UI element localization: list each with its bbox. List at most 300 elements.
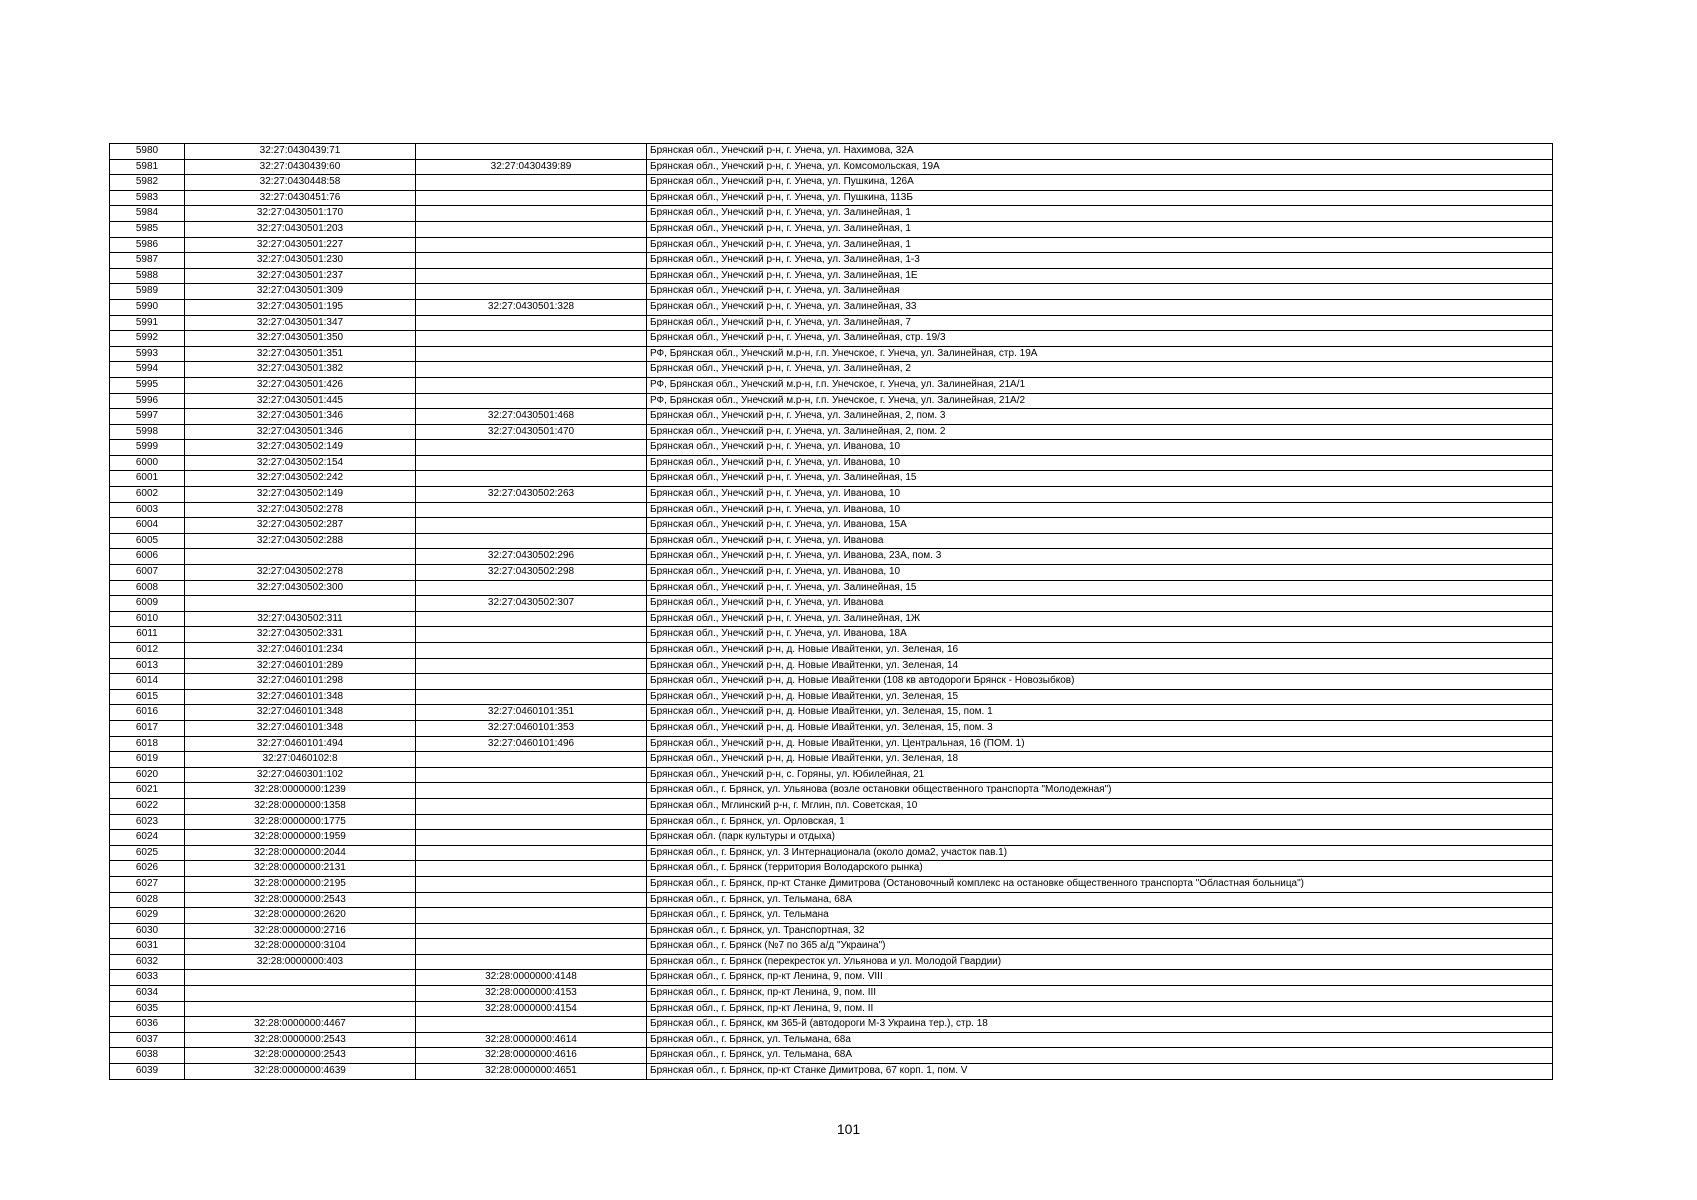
related-cadastral-number-cell bbox=[416, 206, 647, 222]
related-cadastral-number-cell: 32:27:0430501:470 bbox=[416, 424, 647, 440]
table-row bbox=[110, 970, 1553, 986]
table-row bbox=[110, 175, 1553, 191]
related-cadastral-number-cell bbox=[416, 798, 647, 814]
table-row bbox=[110, 440, 1553, 456]
related-cadastral-number-cell bbox=[416, 455, 647, 471]
cadastral-number-cell: 32:28:0000000:2543 bbox=[185, 1032, 416, 1048]
table-row bbox=[110, 1064, 1553, 1080]
related-cadastral-number-cell: 32:28:0000000:4154 bbox=[416, 1001, 647, 1017]
address-cell: Брянская обл., Унечский р-н, г. Унеча, ул. Залинейная, 7 bbox=[647, 315, 1553, 331]
row-number-cell: 5981 bbox=[110, 159, 185, 175]
table-row bbox=[110, 424, 1553, 440]
cadastral-number-cell: 32:28:0000000:2716 bbox=[185, 923, 416, 939]
cadastral-number-cell: 32:27:0430501:350 bbox=[185, 331, 416, 347]
related-cadastral-number-cell: 32:27:0460101:353 bbox=[416, 720, 647, 736]
related-cadastral-number-cell bbox=[416, 253, 647, 269]
address-cell: Брянская обл., Унечский р-н, г. Унеча, ул. Залинейная bbox=[647, 284, 1553, 300]
related-cadastral-number-cell: 32:28:0000000:4614 bbox=[416, 1032, 647, 1048]
row-number-cell: 6002 bbox=[110, 487, 185, 503]
related-cadastral-number-cell bbox=[416, 939, 647, 955]
row-number-cell: 6021 bbox=[110, 783, 185, 799]
related-cadastral-number-cell: 32:27:0430501:328 bbox=[416, 299, 647, 315]
cadastral-number-cell: 32:27:0430439:71 bbox=[185, 144, 416, 160]
related-cadastral-number-cell bbox=[416, 362, 647, 378]
row-number-cell: 6005 bbox=[110, 533, 185, 549]
row-number-cell: 6032 bbox=[110, 954, 185, 970]
cadastral-number-cell: 32:27:0430501:382 bbox=[185, 362, 416, 378]
row-number-cell: 6029 bbox=[110, 908, 185, 924]
cadastral-number-cell: 32:27:0430502:149 bbox=[185, 487, 416, 503]
related-cadastral-number-cell bbox=[416, 861, 647, 877]
row-number-cell: 5992 bbox=[110, 331, 185, 347]
table-row bbox=[110, 1017, 1553, 1033]
address-cell: Брянская обл., Унечский р-н, г. Унеча, ул. Залинейная, 15 bbox=[647, 580, 1553, 596]
related-cadastral-number-cell bbox=[416, 221, 647, 237]
address-cell: Брянская обл., г. Брянск, ул. Тельмана, 68а bbox=[647, 1032, 1553, 1048]
related-cadastral-number-cell bbox=[416, 377, 647, 393]
row-number-cell: 5995 bbox=[110, 377, 185, 393]
cadastral-number-cell: 32:27:0430501:230 bbox=[185, 253, 416, 269]
address-cell: Брянская обл., г. Брянск, ул. Транспортная, 32 bbox=[647, 923, 1553, 939]
address-cell: Брянская обл., Унечский р-н, г. Унеча, ул. Иванова, 10 bbox=[647, 440, 1553, 456]
table-row bbox=[110, 533, 1553, 549]
related-cadastral-number-cell bbox=[416, 674, 647, 690]
cadastral-number-cell: 32:27:0430501:347 bbox=[185, 315, 416, 331]
cadastral-number-cell: 32:27:0430448:58 bbox=[185, 175, 416, 191]
row-number-cell: 6004 bbox=[110, 518, 185, 534]
table-row bbox=[110, 455, 1553, 471]
related-cadastral-number-cell bbox=[416, 284, 647, 300]
table-row bbox=[110, 331, 1553, 347]
table-row bbox=[110, 377, 1553, 393]
related-cadastral-number-cell bbox=[416, 190, 647, 206]
row-number-cell: 5993 bbox=[110, 346, 185, 362]
related-cadastral-number-cell: 32:27:0430502:298 bbox=[416, 565, 647, 581]
related-cadastral-number-cell bbox=[416, 643, 647, 659]
row-number-cell: 6027 bbox=[110, 876, 185, 892]
cadastral-number-cell: 32:27:0460101:298 bbox=[185, 674, 416, 690]
table-row bbox=[110, 253, 1553, 269]
address-cell: Брянская обл., Унечский р-н, г. Унеча, ул. Комсомольская, 19А bbox=[647, 159, 1553, 175]
table-row bbox=[110, 596, 1553, 612]
cadastral-number-cell: 32:27:0430451:76 bbox=[185, 190, 416, 206]
table-row bbox=[110, 798, 1553, 814]
related-cadastral-number-cell: 32:28:0000000:4616 bbox=[416, 1048, 647, 1064]
table-row bbox=[110, 471, 1553, 487]
cadastral-number-cell: 32:28:0000000:2543 bbox=[185, 892, 416, 908]
related-cadastral-number-cell: 32:28:0000000:4153 bbox=[416, 986, 647, 1002]
address-cell: Брянская обл., Унечский р-н, г. Унеча, ул. Залинейная, 1Е bbox=[647, 268, 1553, 284]
page-number: 101 bbox=[836, 1121, 861, 1137]
related-cadastral-number-cell bbox=[416, 237, 647, 253]
cadastral-number-cell: 32:27:0430502:288 bbox=[185, 533, 416, 549]
address-cell: Брянская обл., г. Брянск, пр-кт Станке Димитрова (Остановочный комплекс на остановке общественного транспорта "Областная больница") bbox=[647, 876, 1553, 892]
row-number-cell: 6037 bbox=[110, 1032, 185, 1048]
cadastral-number-cell: 32:27:0430501:195 bbox=[185, 299, 416, 315]
related-cadastral-number-cell: 32:27:0430501:468 bbox=[416, 409, 647, 425]
related-cadastral-number-cell bbox=[416, 923, 647, 939]
row-number-cell: 6036 bbox=[110, 1017, 185, 1033]
address-cell: Брянская обл., Унечский р-н, д. Новые Ивайтенки (108 кв автодороги Брянск - Новозыбков) bbox=[647, 674, 1553, 690]
address-cell: Брянская обл., Унечский р-н, г. Унеча, ул. Иванова, 10 bbox=[647, 487, 1553, 503]
address-cell: Брянская обл., Унечский р-н, г. Унеча, ул. Пушкина, 126А bbox=[647, 175, 1553, 191]
cadastral-number-cell: 32:27:0430501:227 bbox=[185, 237, 416, 253]
row-number-cell: 6020 bbox=[110, 767, 185, 783]
cadastral-number-cell: 32:27:0430501:445 bbox=[185, 393, 416, 409]
related-cadastral-number-cell bbox=[416, 783, 647, 799]
address-cell: Брянская обл. (парк культуры и отдыха) bbox=[647, 830, 1553, 846]
address-cell: Брянская обл., Унечский р-н, г. Унеча, ул. Залинейная, стр. 19/3 bbox=[647, 331, 1553, 347]
table-row bbox=[110, 643, 1553, 659]
row-number-cell: 6030 bbox=[110, 923, 185, 939]
address-cell: Брянская обл., Унечский р-н, д. Новые Ивайтенки, ул. Зеленая, 18 bbox=[647, 752, 1553, 768]
address-cell: Брянская обл., г. Брянск, пр-кт Станке Димитрова, 67 корп. 1, пом. V bbox=[647, 1064, 1553, 1080]
row-number-cell: 6014 bbox=[110, 674, 185, 690]
address-cell: Брянская обл., Унечский р-н, г. Унеча, ул. Иванова, 23А, пом. 3 bbox=[647, 549, 1553, 565]
row-number-cell: 5985 bbox=[110, 221, 185, 237]
cadastral-number-cell bbox=[185, 596, 416, 612]
table-row bbox=[110, 502, 1553, 518]
row-number-cell: 6024 bbox=[110, 830, 185, 846]
cadastral-number-cell: 32:28:0000000:1358 bbox=[185, 798, 416, 814]
row-number-cell: 5983 bbox=[110, 190, 185, 206]
table-row bbox=[110, 627, 1553, 643]
address-cell: Брянская обл., г. Брянск, ул. 3 Интернационала (около дома2, участок пав.1) bbox=[647, 845, 1553, 861]
related-cadastral-number-cell bbox=[416, 315, 647, 331]
address-cell: Брянская обл., Унечский р-н, г. Унеча, ул. Залинейная, 2, пом. 2 bbox=[647, 424, 1553, 440]
row-number-cell: 6006 bbox=[110, 549, 185, 565]
cadastral-number-cell: 32:27:0460101:348 bbox=[185, 689, 416, 705]
address-cell: Брянская обл., Унечский р-н, г. Унеча, ул. Иванова, 18А bbox=[647, 627, 1553, 643]
address-cell: Брянская обл., г. Брянск, ул. Тельмана bbox=[647, 908, 1553, 924]
related-cadastral-number-cell: 32:28:0000000:4148 bbox=[416, 970, 647, 986]
related-cadastral-number-cell bbox=[416, 393, 647, 409]
table-row bbox=[110, 986, 1553, 1002]
address-cell: Брянская обл., Унечский р-н, г. Унеча, ул. Залинейная, 1Ж bbox=[647, 611, 1553, 627]
address-cell: Брянская обл., Унечский р-н, г. Унеча, ул. Залинейная, 2, пом. 3 bbox=[647, 409, 1553, 425]
table-row bbox=[110, 767, 1553, 783]
table-row bbox=[110, 409, 1553, 425]
related-cadastral-number-cell bbox=[416, 611, 647, 627]
cadastral-number-cell: 32:28:0000000:2044 bbox=[185, 845, 416, 861]
cadastral-number-cell: 32:27:0460101:348 bbox=[185, 705, 416, 721]
row-number-cell: 5996 bbox=[110, 393, 185, 409]
related-cadastral-number-cell bbox=[416, 580, 647, 596]
cadastral-number-cell bbox=[185, 549, 416, 565]
address-cell: Брянская обл., г. Брянск, пр-кт Ленина, 9, пом. II bbox=[647, 1001, 1553, 1017]
table-row bbox=[110, 1032, 1553, 1048]
row-number-cell: 5986 bbox=[110, 237, 185, 253]
row-number-cell: 6008 bbox=[110, 580, 185, 596]
table-row bbox=[110, 237, 1553, 253]
cadastral-number-cell: 32:28:0000000:3104 bbox=[185, 939, 416, 955]
cadastral-number-cell: 32:28:0000000:2620 bbox=[185, 908, 416, 924]
cadastral-number-cell: 32:27:0430501:351 bbox=[185, 346, 416, 362]
table-row bbox=[110, 284, 1553, 300]
address-cell: Брянская обл., Унечский р-н, д. Новые Ивайтенки, ул. Зеленая, 15 bbox=[647, 689, 1553, 705]
related-cadastral-number-cell bbox=[416, 1017, 647, 1033]
address-cell: Брянская обл., г. Брянск, пр-кт Ленина, 9, пом. VIII bbox=[647, 970, 1553, 986]
row-number-cell: 6016 bbox=[110, 705, 185, 721]
related-cadastral-number-cell: 32:27:0430502:296 bbox=[416, 549, 647, 565]
cadastral-number-cell: 32:27:0430502:149 bbox=[185, 440, 416, 456]
table-row bbox=[110, 549, 1553, 565]
table-row bbox=[110, 954, 1553, 970]
cadastral-number-cell: 32:27:0460102:8 bbox=[185, 752, 416, 768]
cadastral-number-cell: 32:27:0460101:289 bbox=[185, 658, 416, 674]
address-cell: Брянская обл., г. Брянск (территория Володарского рынка) bbox=[647, 861, 1553, 877]
row-number-cell: 6001 bbox=[110, 471, 185, 487]
row-number-cell: 5989 bbox=[110, 284, 185, 300]
address-cell: Брянская обл., г. Брянск, ул. Тельмана, 68А bbox=[647, 892, 1553, 908]
address-cell: Брянская обл., Унечский р-н, г. Унеча, ул. Залинейная, 1 bbox=[647, 206, 1553, 222]
row-number-cell: 6015 bbox=[110, 689, 185, 705]
related-cadastral-number-cell bbox=[416, 627, 647, 643]
row-number-cell: 6000 bbox=[110, 455, 185, 471]
address-cell: Брянская обл., г. Брянск, ул. Орловская, 1 bbox=[647, 814, 1553, 830]
table-row bbox=[110, 299, 1553, 315]
cadastral-number-cell: 32:27:0430502:242 bbox=[185, 471, 416, 487]
cadastral-number-cell: 32:28:0000000:2131 bbox=[185, 861, 416, 877]
address-cell: Брянская обл., Унечский р-н, д. Новые Ивайтенки, ул. Зеленая, 16 bbox=[647, 643, 1553, 659]
cadastral-number-cell: 32:28:0000000:2195 bbox=[185, 876, 416, 892]
registry-table bbox=[109, 143, 1553, 1080]
related-cadastral-number-cell bbox=[416, 502, 647, 518]
table-row bbox=[110, 923, 1553, 939]
table-row bbox=[110, 190, 1553, 206]
table-row bbox=[110, 736, 1553, 752]
row-number-cell: 6023 bbox=[110, 814, 185, 830]
row-number-cell: 6007 bbox=[110, 565, 185, 581]
table-row bbox=[110, 1048, 1553, 1064]
related-cadastral-number-cell bbox=[416, 752, 647, 768]
row-number-cell: 5988 bbox=[110, 268, 185, 284]
row-number-cell: 5997 bbox=[110, 409, 185, 425]
cadastral-number-cell: 32:27:0430502:278 bbox=[185, 565, 416, 581]
related-cadastral-number-cell: 32:27:0430502:307 bbox=[416, 596, 647, 612]
registry-table-body bbox=[110, 144, 1553, 1080]
cadastral-number-cell: 32:28:0000000:2543 bbox=[185, 1048, 416, 1064]
table-row bbox=[110, 1001, 1553, 1017]
cadastral-number-cell bbox=[185, 970, 416, 986]
cadastral-number-cell: 32:27:0430501:346 bbox=[185, 424, 416, 440]
row-number-cell: 5994 bbox=[110, 362, 185, 378]
row-number-cell: 6009 bbox=[110, 596, 185, 612]
table-row bbox=[110, 876, 1553, 892]
cadastral-number-cell: 32:28:0000000:4467 bbox=[185, 1017, 416, 1033]
cadastral-number-cell bbox=[185, 1001, 416, 1017]
row-number-cell: 6038 bbox=[110, 1048, 185, 1064]
address-cell: Брянская обл., Унечский р-н, г. Унеча, ул. Залинейная, 1 bbox=[647, 237, 1553, 253]
table-row bbox=[110, 315, 1553, 331]
table-row bbox=[110, 393, 1553, 409]
related-cadastral-number-cell: 32:27:0430502:263 bbox=[416, 487, 647, 503]
address-cell: Брянская обл., Унечский р-н, г. Унеча, ул. Залинейная, 1 bbox=[647, 221, 1553, 237]
table-row bbox=[110, 144, 1553, 160]
table-row bbox=[110, 892, 1553, 908]
table-row bbox=[110, 861, 1553, 877]
related-cadastral-number-cell bbox=[416, 268, 647, 284]
cadastral-number-cell: 32:27:0430501:426 bbox=[185, 377, 416, 393]
related-cadastral-number-cell: 32:27:0460101:351 bbox=[416, 705, 647, 721]
table-row bbox=[110, 705, 1553, 721]
related-cadastral-number-cell bbox=[416, 876, 647, 892]
cadastral-number-cell: 32:28:0000000:1775 bbox=[185, 814, 416, 830]
row-number-cell: 6028 bbox=[110, 892, 185, 908]
address-cell: Брянская обл., г. Брянск, км 365-й (автодороги М-3 Украина тер.), стр. 18 bbox=[647, 1017, 1553, 1033]
table-row bbox=[110, 752, 1553, 768]
related-cadastral-number-cell bbox=[416, 471, 647, 487]
related-cadastral-number-cell bbox=[416, 908, 647, 924]
table-row bbox=[110, 674, 1553, 690]
table-row bbox=[110, 221, 1553, 237]
address-cell: Брянская обл., Унечский р-н, с. Горяны, ул. Юбилейная, 21 bbox=[647, 767, 1553, 783]
related-cadastral-number-cell bbox=[416, 830, 647, 846]
row-number-cell: 6018 bbox=[110, 736, 185, 752]
cadastral-number-cell: 32:27:0460101:234 bbox=[185, 643, 416, 659]
cadastral-number-cell: 32:27:0430502:331 bbox=[185, 627, 416, 643]
row-number-cell: 5999 bbox=[110, 440, 185, 456]
address-cell: Брянская обл., Унечский р-н, д. Новые Ивайтенки, ул. Зеленая, 15, пом. 3 bbox=[647, 720, 1553, 736]
table-row bbox=[110, 830, 1553, 846]
cadastral-number-cell: 32:27:0430439:60 bbox=[185, 159, 416, 175]
row-number-cell: 6012 bbox=[110, 643, 185, 659]
address-cell: Брянская обл., г. Брянск, ул. Тельмана, 68А bbox=[647, 1048, 1553, 1064]
cadastral-number-cell: 32:27:0430501:170 bbox=[185, 206, 416, 222]
related-cadastral-number-cell: 32:28:0000000:4651 bbox=[416, 1064, 647, 1080]
address-cell: Брянская обл., Унечский р-н, г. Унеча, ул. Пушкина, 113Б bbox=[647, 190, 1553, 206]
address-cell: Брянская обл., г. Брянск (№7 по 365 а/д "Украина") bbox=[647, 939, 1553, 955]
address-cell: Брянская обл., Унечский р-н, г. Унеча, ул. Залинейная, 15 bbox=[647, 471, 1553, 487]
address-cell: Брянская обл., Унечский р-н, г. Унеча, ул. Иванова, 10 bbox=[647, 565, 1553, 581]
table-row bbox=[110, 611, 1553, 627]
table-row bbox=[110, 658, 1553, 674]
row-number-cell: 6039 bbox=[110, 1064, 185, 1080]
address-cell: Брянская обл., г. Брянск, пр-кт Ленина, 9, пом. III bbox=[647, 986, 1553, 1002]
table-row bbox=[110, 580, 1553, 596]
related-cadastral-number-cell bbox=[416, 346, 647, 362]
related-cadastral-number-cell bbox=[416, 689, 647, 705]
related-cadastral-number-cell bbox=[416, 518, 647, 534]
cadastral-number-cell: 32:27:0430501:237 bbox=[185, 268, 416, 284]
cadastral-number-cell: 32:27:0460301:102 bbox=[185, 767, 416, 783]
table-row bbox=[110, 720, 1553, 736]
related-cadastral-number-cell bbox=[416, 767, 647, 783]
row-number-cell: 6003 bbox=[110, 502, 185, 518]
address-cell: Брянская обл., Унечский р-н, г. Унеча, ул. Иванова, 15А bbox=[647, 518, 1553, 534]
row-number-cell: 5982 bbox=[110, 175, 185, 191]
table-row bbox=[110, 518, 1553, 534]
related-cadastral-number-cell bbox=[416, 814, 647, 830]
address-cell: Брянская обл., Унечский р-н, г. Унеча, ул. Залинейная, 1-3 bbox=[647, 253, 1553, 269]
table-row bbox=[110, 362, 1553, 378]
row-number-cell: 5991 bbox=[110, 315, 185, 331]
row-number-cell: 6026 bbox=[110, 861, 185, 877]
table-row bbox=[110, 939, 1553, 955]
cadastral-number-cell: 32:27:0430502:300 bbox=[185, 580, 416, 596]
row-number-cell: 6019 bbox=[110, 752, 185, 768]
related-cadastral-number-cell bbox=[416, 175, 647, 191]
cadastral-number-cell: 32:27:0430502:287 bbox=[185, 518, 416, 534]
table-row bbox=[110, 206, 1553, 222]
cadastral-number-cell: 32:27:0430501:309 bbox=[185, 284, 416, 300]
cadastral-number-cell: 32:28:0000000:1239 bbox=[185, 783, 416, 799]
table-row bbox=[110, 689, 1553, 705]
address-cell: РФ, Брянская обл., Унечский м.р-н, г.п. Унечское, г. Унеча, ул. Залинейная, стр. 19А bbox=[647, 346, 1553, 362]
related-cadastral-number-cell bbox=[416, 892, 647, 908]
row-number-cell: 5998 bbox=[110, 424, 185, 440]
related-cadastral-number-cell bbox=[416, 144, 647, 160]
address-cell: Брянская обл., Унечский р-н, д. Новые Ивайтенки, ул. Центральная, 16 (ПОМ. 1) bbox=[647, 736, 1553, 752]
related-cadastral-number-cell bbox=[416, 658, 647, 674]
table-row bbox=[110, 346, 1553, 362]
address-cell: Брянская обл., Унечский р-н, г. Унеча, ул. Иванова bbox=[647, 533, 1553, 549]
address-cell: Брянская обл., Унечский р-н, д. Новые Ивайтенки, ул. Зеленая, 15, пом. 1 bbox=[647, 705, 1553, 721]
row-number-cell: 6013 bbox=[110, 658, 185, 674]
address-cell: Брянская обл., Унечский р-н, г. Унеча, ул. Иванова, 10 bbox=[647, 455, 1553, 471]
row-number-cell: 6025 bbox=[110, 845, 185, 861]
address-cell: Брянская обл., г. Брянск, ул. Ульянова (возле остановки общественного транспорта "Молодежная") bbox=[647, 783, 1553, 799]
row-number-cell: 6010 bbox=[110, 611, 185, 627]
row-number-cell: 6011 bbox=[110, 627, 185, 643]
address-cell: Брянская обл., Унечский р-н, г. Унеча, ул. Иванова bbox=[647, 596, 1553, 612]
address-cell: Брянская обл., Мглинский р-н, г. Мглин, пл. Советская, 10 bbox=[647, 798, 1553, 814]
related-cadastral-number-cell bbox=[416, 440, 647, 456]
address-cell: Брянская обл., г. Брянск (перекресток ул. Ульянова и ул. Молодой Гвардии) bbox=[647, 954, 1553, 970]
cadastral-number-cell bbox=[185, 986, 416, 1002]
row-number-cell: 5980 bbox=[110, 144, 185, 160]
cadastral-number-cell: 32:28:0000000:1959 bbox=[185, 830, 416, 846]
address-cell: РФ, Брянская обл., Унечский м.р-н, г.п. Унечское, г. Унеча, ул. Залинейная, 21А/2 bbox=[647, 393, 1553, 409]
row-number-cell: 5990 bbox=[110, 299, 185, 315]
cadastral-number-cell: 32:27:0430502:154 bbox=[185, 455, 416, 471]
table-row bbox=[110, 908, 1553, 924]
cadastral-number-cell: 32:27:0430502:278 bbox=[185, 502, 416, 518]
row-number-cell: 6033 bbox=[110, 970, 185, 986]
related-cadastral-number-cell: 32:27:0460101:496 bbox=[416, 736, 647, 752]
related-cadastral-number-cell bbox=[416, 533, 647, 549]
address-cell: Брянская обл., Унечский р-н, г. Унеча, ул. Иванова, 10 bbox=[647, 502, 1553, 518]
table-row bbox=[110, 565, 1553, 581]
address-cell: Брянская обл., Унечский р-н, г. Унеча, ул. Залинейная, 2 bbox=[647, 362, 1553, 378]
related-cadastral-number-cell bbox=[416, 845, 647, 861]
address-cell: Брянская обл., Унечский р-н, г. Унеча, ул. Нахимова, 32А bbox=[647, 144, 1553, 160]
cadastral-number-cell: 32:27:0430502:311 bbox=[185, 611, 416, 627]
table-row bbox=[110, 159, 1553, 175]
table-row bbox=[110, 487, 1553, 503]
address-cell: Брянская обл., Унечский р-н, г. Унеча, ул. Залинейная, 33 bbox=[647, 299, 1553, 315]
row-number-cell: 6035 bbox=[110, 1001, 185, 1017]
table-row bbox=[110, 814, 1553, 830]
row-number-cell: 6034 bbox=[110, 986, 185, 1002]
row-number-cell: 6017 bbox=[110, 720, 185, 736]
cadastral-number-cell: 32:27:0430501:203 bbox=[185, 221, 416, 237]
address-cell: Брянская обл., Унечский р-н, д. Новые Ивайтенки, ул. Зеленая, 14 bbox=[647, 658, 1553, 674]
table-row bbox=[110, 783, 1553, 799]
table-row bbox=[110, 845, 1553, 861]
cadastral-number-cell: 32:27:0460101:348 bbox=[185, 720, 416, 736]
cadastral-number-cell: 32:27:0430501:346 bbox=[185, 409, 416, 425]
row-number-cell: 5984 bbox=[110, 206, 185, 222]
row-number-cell: 6031 bbox=[110, 939, 185, 955]
row-number-cell: 6022 bbox=[110, 798, 185, 814]
cadastral-number-cell: 32:27:0460101:494 bbox=[185, 736, 416, 752]
related-cadastral-number-cell bbox=[416, 331, 647, 347]
cadastral-number-cell: 32:28:0000000:4639 bbox=[185, 1064, 416, 1080]
address-cell: РФ, Брянская обл., Унечский м.р-н, г.п. Унечское, г. Унеча, ул. Залинейная, 21А/1 bbox=[647, 377, 1553, 393]
table-row bbox=[110, 268, 1553, 284]
row-number-cell: 5987 bbox=[110, 253, 185, 269]
